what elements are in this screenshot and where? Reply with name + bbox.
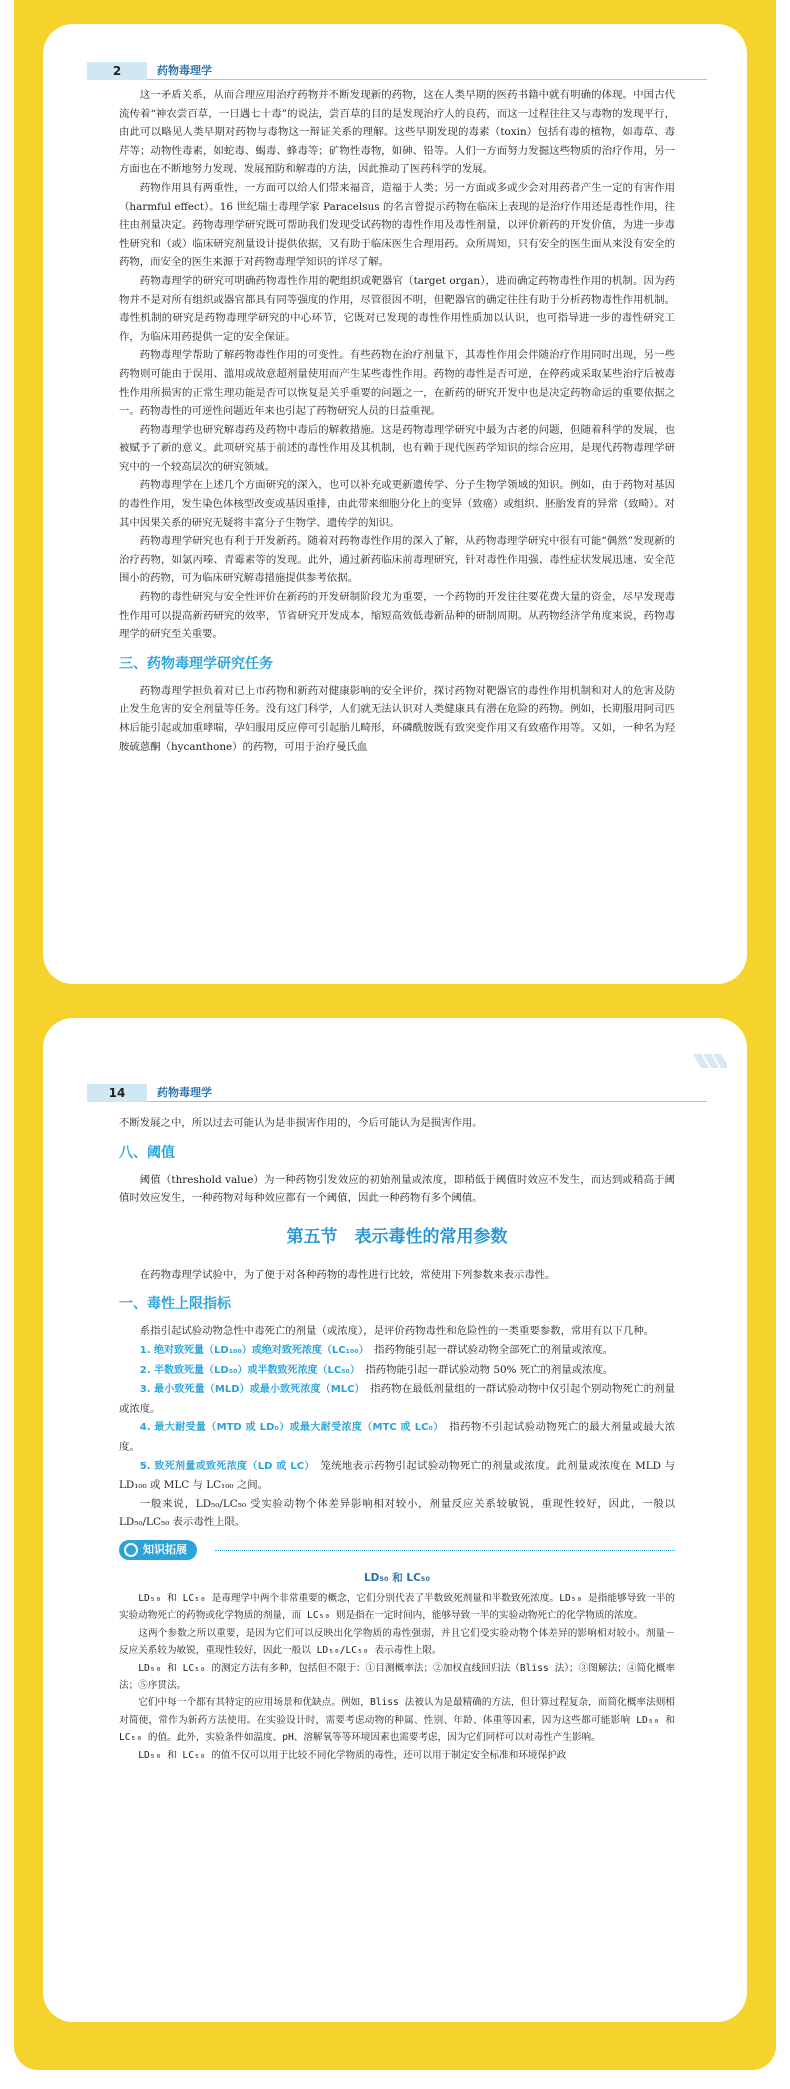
paragraph: 它们中每一个都有其特定的应用场景和优缺点。例如，Bliss 法被认为是最精确的方法，但计算过程复杂，而简化概率法则相对简便，常作为新药方法使用。在实验设计时，需要考虑动物的种属、性别、年龄、体重等因素，因为这些都可能影响 LD₅₀ 和 LC₅₀ 的值。此外，实验条件如温度、pH、溶解氧等等环境因素也需要考虑，因为它们同样可以对毒性产生影响。 xyxy=(119,1697,675,1744)
paragraph: 这一矛盾关系，从而合理应用治疗药物并不断发现新的药物，这在人类早期的医药书籍中就有明确的体现。中国古代流传着“神农尝百草，一日遇七十毒”的说法，尝百草的目的是发现治疗人的良药，而这一过程往往又与毒物的发现平行，由此可以略见人类早期对药物与毒物这一辩证关系的理解。这些早期发现的毒素（toxin）包括有毒的植物，如毒草、毒芹等；动物性毒素，如蛇毒、蝎毒、蜂毒等；矿物性毒物，如砷、铅等。人们一方面努力发掘这些物质的治疗作用，另一方面也在不断地努力发现、发展預防和解毒的方法，因此推动了医药科学的发展。 xyxy=(119,89,675,176)
paragraph: 药物毒理学在上述几个方面研究的深入，也可以补充或更新遗传学、分子生物学领域的知识。例如，由于药物对基因的毒性作用，发生染色体核型改变或基因重排，由此带来细胞分化上的变异（致癌）或组织、胚胎发育的异常（致畸）。对其中因果关系的研究无疑将丰富分子生物学、遗传学的知识。 xyxy=(119,479,675,529)
section-heading: 八、阈值 xyxy=(119,1144,175,1161)
item-text: 指药物在最低剂量组的一群试验动物中仅引起个别动物死亡的剂量或浓度。 xyxy=(119,1383,676,1415)
header-rule xyxy=(147,79,707,80)
page-body xyxy=(119,1114,675,1764)
knowledge-extension-badge xyxy=(119,1540,197,1560)
paragraph: 这两个参数之所以重要，是因为它们可以反映出化学物质的毒性强弱，并且它们受实验动物个体差异的影响相对较小。剂量－反应关系较为敏锐，重现性较好，因此一般以 LD₅₀/LC₅₀ 表示毒性上限。 xyxy=(119,1627,675,1657)
paragraph: 药物毒理学担负着对已上市药物和新药对健康影响的安全评价，探讨药物对靶器官的毒性作用机制和对人的危害及防止发生危害的安全剂量等任务。没有这门科学，人们就无法认识对人类健康具有潜在危险的药物。例如，长期服用阿司匹林后能引起或加重哮喘，孕妇服用反应停可引起胎儿畸形，环磷酰胺既有致突变作用又有致癌作用等。又如，一种名为羟胺硫蒽酮（hycanthone）的药物，可用于治疗曼氏血 xyxy=(119,684,675,753)
list-item xyxy=(119,1418,675,1456)
extension-body xyxy=(119,1590,675,1764)
knowledge-extension-label: 知识拓展 xyxy=(143,1542,187,1556)
paragraph: 药物毒理学也研究解毒药及药物中毒后的解救措施。这是药物毒理学研究中最为古老的问题，但随着科学的发展，也被赋予了新的意义。此项研究基于前述的毒性作用及其机制，也有赖于现代医药学知识的综合应用，是现代药物毒理学研究中的一个较高层次的研究领域。 xyxy=(119,423,675,473)
paragraph: 一般来说，LD₅₀/LC₅₀ 受实验动物个体差异影响相对较小，剂量反应关系较敏锐，重现性较好，因此，一般以 LD₅₀/LC₅₀ 表示毒性上限。 xyxy=(119,1497,675,1529)
item-text: 笼统地表示药物引起试验动物死亡的剂量或浓度。此剂量或浓度在 MLD 与 LD₁₀₀ 或 MLC 与 LC₁₀₀ 之间。 xyxy=(119,1459,676,1492)
item-label: 3. 最小致死量（MLD）或最小致死浓度（MLC） xyxy=(139,1384,360,1396)
list-item xyxy=(119,1341,675,1361)
list-item xyxy=(119,1380,675,1418)
paragraph: 系指引起试验动物急性中毒死亡的剂量（或浓度），是评价药物毒性和危险性的一类重要参数，常用有以下几种。 xyxy=(139,1325,655,1338)
item-text: 指药物能引起一群试验动物全部死亡的剂量或浓度。 xyxy=(374,1343,614,1356)
section-heading: 一、毒性上限指标 xyxy=(119,1296,231,1313)
chapter-section-title: 第五节 表示毒性的常用参数 xyxy=(286,1226,508,1247)
paragraph: 药物毒理学帮助了解药物毒性作用的可变性。有些药物在治疗剂量下，其毒性作用会伴随治疗作用同时出现，另一些药物则可能由于误用、滥用或故意超剂量使用而产生某些毒性作用。药物的毒性是否可逆，在停药或采取某些治疗后被毒性作用所损害的正常生理功能是否可以恢复是关乎重要的问题之一，在新药的研究开发中也是决定药物命运的重要依据之一。药物毒性的可逆性问题近年来也引起了药物研究人员的日益重视。 xyxy=(119,349,675,418)
paragraph: LD₅₀ 和 LC₅₀ 的测定方法有多种，包括但不限于：①目测概率法；②加权直线回归法（Bliss 法）；③图解法；④简化概率法；⑤序贯法。 xyxy=(119,1662,675,1691)
item-label: 4. 最大耐受量（MTD 或 LD₀）或最大耐受浓度（MTC 或 LC₀） xyxy=(139,1422,439,1434)
paragraph: 药物毒理学研究也有利于开发新药。随着对药物毒性作用的深入了解，从药物毒理学研究中很有可能“偶然”发现新的治疗药物，如氯丙嗪、青霉素等的发现。此外，通过新药临床前毒理研究，针对毒性作用强、毒性症状发展迅速、安全范围小的药物，可为临床研究解毒措施提供参考依据。 xyxy=(119,535,675,585)
page-header xyxy=(87,1084,707,1102)
paragraph: 药物的毒性研究与安全性评价在新药的开发研制阶段尤为重要，一个药物的开发往往要花费大量的资金，尽早发现毒性作用可以提高新药研究的效率，节省研究开发成本，缩短高效低毒新品种的研制周期。从药物经济学角度来说，药物毒理学的研究至关重要。 xyxy=(119,591,675,641)
list-item xyxy=(119,1361,675,1381)
book-page-card xyxy=(43,1018,747,2022)
book-title: 药物毒理学 xyxy=(157,64,212,77)
list-item xyxy=(119,1457,675,1495)
paragraph: LD₅₀ 和 LC₅₀ 的值不仅可以用于比较不同化学物质的毒性，还可以用于制定安全标准和环境保护政 xyxy=(138,1749,567,1761)
item-label: 2. 半数致死量（LD₅₀）或半数致死浓度（LC₅₀） xyxy=(139,1364,355,1376)
extension-title: LD₅₀ 和 LC₅₀ xyxy=(363,1571,430,1584)
paragraph: LD₅₀ 和 LC₅₀ 是毒理学中两个非常重要的概念，它们分别代表了半数致死剂量和半数致死浓度。LD₅₀ 是指能够导致一半的实验动物死亡的药物或化学物质的剂量，而 LC₅₀ 则是指在一定时间内，能够导致一半的实验动物死亡的化学物质的浓度。 xyxy=(119,1592,675,1622)
book-page-card xyxy=(43,24,747,984)
page-body xyxy=(119,86,675,756)
paragraph: 不断发展之中，所以过去可能认为是非损害作用的，今后可能认为是损害作用。 xyxy=(119,1117,483,1129)
link-icon xyxy=(124,1543,138,1557)
paragraph: 在药物毒理学试验中，为了便于对各种药物的毒性进行比较，常使用下列参数来表示毒性。 xyxy=(139,1268,556,1281)
item-text: 指药物不引起试验动物死亡的最大剂量或最大浓度。 xyxy=(119,1421,675,1453)
paragraph: 阈值（threshold value）为一种药物引发效应的初始剂量或浓度，即稍低于阈值时效应不发生，而达到或稍高于阈值时效应发生，一种药物对每种效应都有一个阈值，因此一种药物有多个阈值。 xyxy=(119,1173,675,1205)
header-rule xyxy=(147,1101,707,1102)
page-number: 2 xyxy=(87,62,147,80)
knowledge-extension-bar xyxy=(119,1540,675,1560)
dotted-rule xyxy=(215,1550,675,1551)
item-label: 1. 绝对致死量（LD₁₀₀）或绝对致死浓度（LC₁₀₀） xyxy=(139,1344,364,1356)
stripes-decoration xyxy=(693,1054,727,1068)
paragraph: 药物毒理学的研究可明确药物毒性作用的靶组织或靶器官（target organ），进而确定药物毒性作用的机制。因为药物并不是对所有组织或器官都具有同等强度的作用，尽管很因不明，但靶器官的确定往往有助于分析药物毒性作用机制。毒性机制的研究是药物毒理学研究的中心环节，它既对已发现的毒性作用性质加以认识，也可指导进一步的毒性研究工作，为临床用药提供一定的安全保证。 xyxy=(119,274,675,343)
page-number: 14 xyxy=(87,1084,147,1102)
book-title: 药物毒理学 xyxy=(157,1086,212,1099)
section-heading: 三、药物毒理学研究任务 xyxy=(119,655,273,672)
page-header xyxy=(87,62,707,80)
item-text: 指药物能引起一群试验动物 50% 死亡的剂量或浓度。 xyxy=(365,1363,614,1376)
paragraph: 药物作用具有两重性，一方面可以给人们带来福音，造福于人类；另一方面或多或少会对用药者产生一定的有害作用（harmful effect）。16 世纪瑞士毒理学家 Paracelsus 的名言曾提示药物在临床上表现的是治疗作用还是毒性作用，往往由剂量决定。药物毒理学研究既可帮助我们发现受试药物的毒性作用及毒性剂量，以评价新药的开发价值，为进一步毒性研究和（或）临床研究剂量设计提供依据，又有助于临床医生合理用药。众所周知，只有安全的医生面从来没有安全的药物，而安全的医生来源于对药物毒理学知识的详尽了解。 xyxy=(119,181,675,269)
item-label: 5. 致死剂量或致死浓度（LD 或 LC） xyxy=(139,1460,310,1472)
